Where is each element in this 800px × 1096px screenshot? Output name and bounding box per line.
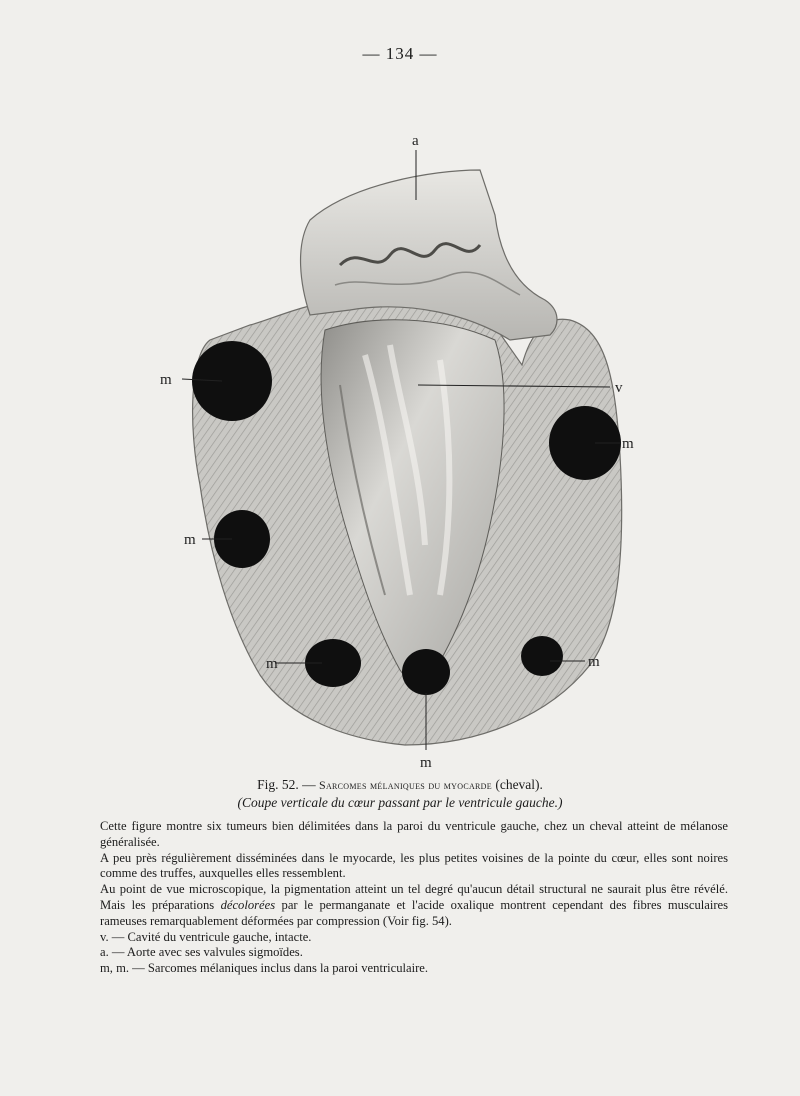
figure-caption [0,776,800,811]
paragraph-3 [100,882,728,929]
legend-v: v. — Cavité du ventricule gauche, intacte. [100,929,312,944]
caption-fig-number: Fig. 52. — [257,777,316,792]
caption-subtitle: (Coupe verticale du cœur passant par le ventricule gauche.) [237,795,563,810]
label-tumor-left-mid: m [184,532,196,548]
tumor-left-top [192,341,272,421]
body-text [100,819,728,977]
label-tumor-left-bottom: m [266,656,278,672]
paragraph-3-b: par le permanganate et l'acide oxalique montrent cependant des fibres musculaires rameuses remarquablement déformées par compression (Voir fig. 54). [100,897,729,928]
heart-section-illustration [150,125,660,775]
legend-m: m, m. — Sarcomes mélaniques inclus dans la paroi ventriculaire. [100,961,429,976]
legend-a: a. — Aorte avec ses valvules sigmoïdes. [100,945,303,960]
label-ventricle: v [615,380,623,396]
caption-title-suffix: (cheval). [495,777,543,792]
label-tumor-apex: m [420,755,432,771]
paragraph-1: Cette figure montre six tumeurs bien délimitées dans la paroi du ventricule gauche, chez un cheval atteint de mélanose généralisée. [100,819,728,849]
paragraph-3-emphasis: décolorées [220,897,276,912]
label-tumor-right-bottom: m [588,654,600,670]
caption-title-line [0,776,800,794]
caption-title: Sarcomes mélaniques du myocarde [318,778,492,792]
label-tumor-right-top: m [622,436,634,452]
label-aorta: a [412,133,419,149]
tumor-right-bottom [521,636,563,676]
paragraph-2: A peu près régulièrement disséminées dans le myocarde, les plus petites voisines de la pointe du cœur, elles sont noires comme des truffes, auxquelles elles ressemblent. [100,850,728,881]
label-tumor-left-top: m [160,372,172,388]
page-number: — 134 — [362,44,438,63]
paragraph-3-a: Au point de vue microscopique, la pigmentation atteint un tel degré qu'aucun détail structural ne saurait plus être révélé. Mais les préparations [100,882,728,912]
tumor-apex [402,649,450,695]
